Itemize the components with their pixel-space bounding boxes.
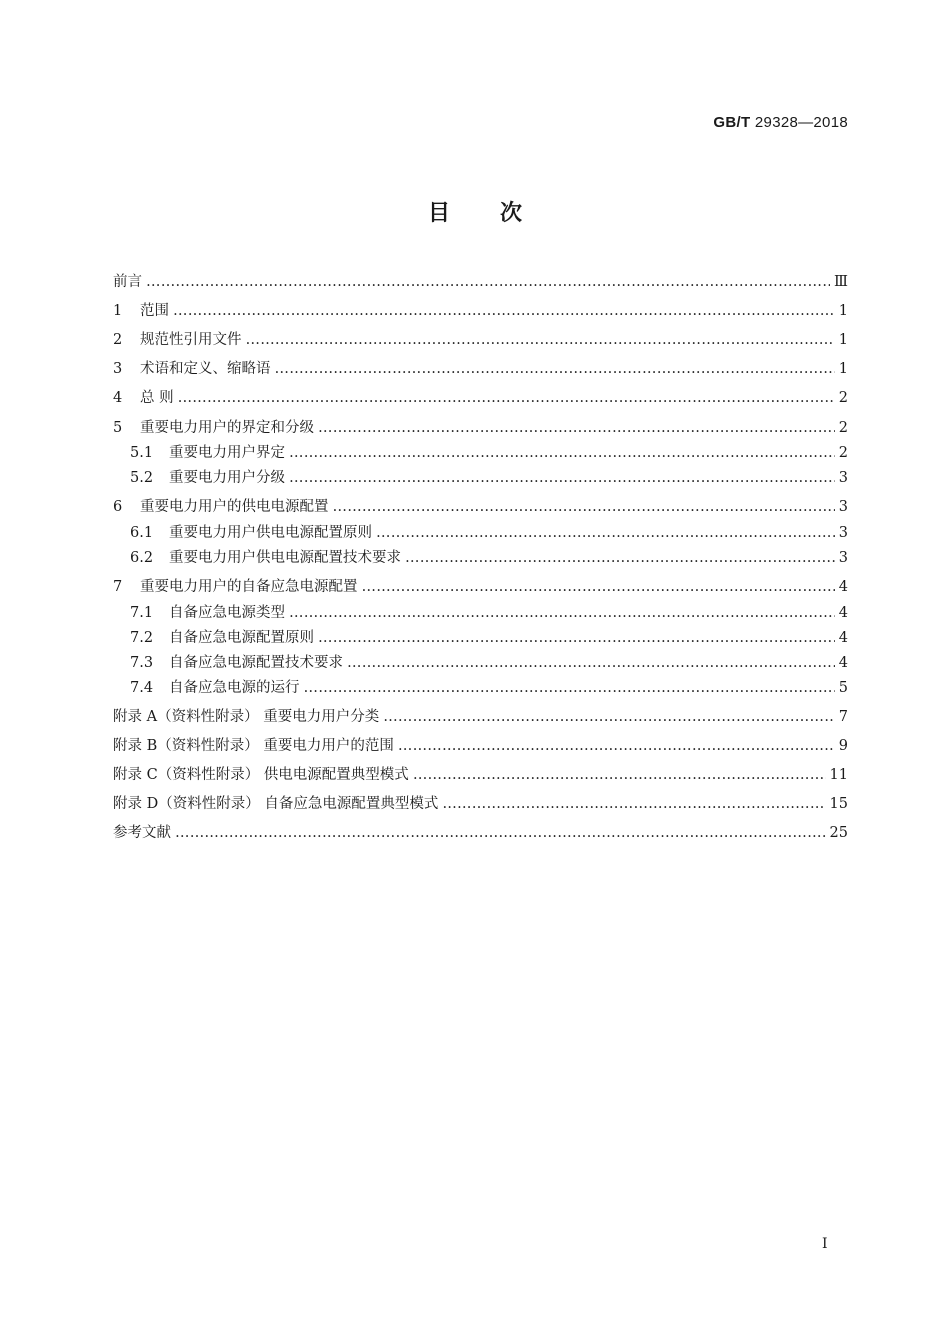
- toc-dot-leader: [376, 522, 835, 544]
- toc-dot-leader: [318, 417, 835, 439]
- toc-entry-number: 7.4: [130, 680, 154, 696]
- toc-entry[interactable]: [130, 547, 848, 569]
- page-number: Ⅰ: [822, 1236, 828, 1252]
- toc-entry[interactable]: [130, 442, 848, 464]
- toc-entry-number: 7.2: [130, 630, 154, 646]
- standard-number: 29328—2018: [754, 114, 848, 131]
- toc-entry-label: 附录 B（资料性附录） 重要电力用户的范围: [113, 738, 394, 754]
- toc-entry-page: 4: [838, 630, 848, 646]
- toc-dot-leader: [442, 793, 825, 815]
- toc-entry-number: 2: [113, 332, 123, 348]
- toc-entry-number: 7.1: [130, 605, 154, 621]
- toc-entry-page: 2: [838, 420, 848, 436]
- toc-dot-leader: [304, 677, 835, 699]
- toc-entry-label: 自备应急电源配置原则: [169, 630, 314, 646]
- toc-dot-leader: [173, 300, 835, 322]
- toc-entry-number: 7: [113, 579, 123, 595]
- toc-entry-number: 4: [113, 390, 123, 406]
- toc-entry-label: 术语和定义、缩略语: [140, 361, 271, 377]
- toc-entry-page: 25: [829, 825, 848, 841]
- toc-entry-number: 3: [113, 361, 123, 377]
- toc-entry-page: 5: [838, 680, 848, 696]
- toc-entry-label: 规范性引用文件: [140, 332, 242, 348]
- toc-entry[interactable]: [130, 652, 848, 674]
- toc-entry-page: 1: [838, 361, 848, 377]
- toc-entry[interactable]: [113, 822, 848, 844]
- toc-entry-page: 11: [829, 767, 848, 783]
- toc-dot-leader: [383, 706, 835, 728]
- toc-dot-leader: [289, 442, 835, 464]
- toc-entry[interactable]: [130, 522, 848, 544]
- toc-entry[interactable]: [113, 576, 848, 598]
- toc-dot-leader: [318, 627, 835, 649]
- toc-entry-label: 总 则: [140, 390, 174, 406]
- toc-entry[interactable]: [113, 417, 848, 439]
- toc-entry-label: 重要电力用户的界定和分级: [140, 420, 314, 436]
- toc-dot-leader: [362, 576, 835, 598]
- toc-entry-number: 6.1: [130, 525, 154, 541]
- toc-entry-page: Ⅲ: [834, 274, 848, 290]
- toc-entry-number: 6: [113, 499, 123, 515]
- toc-entry[interactable]: [130, 677, 848, 699]
- toc-entry[interactable]: [113, 764, 848, 786]
- toc-entry-page: 4: [838, 605, 848, 621]
- toc-entry-page: 4: [838, 579, 848, 595]
- toc-dot-leader: [333, 496, 835, 518]
- toc-entry-label: 重要电力用户供电电源配置技术要求: [169, 550, 401, 566]
- toc-entry-label: 重要电力用户的供电电源配置: [140, 499, 329, 515]
- toc-entry-number: 6.2: [130, 550, 154, 566]
- toc-entry-page: 15: [829, 796, 848, 812]
- toc-entry-number: 1: [113, 303, 123, 319]
- toc-entry[interactable]: [113, 735, 848, 757]
- toc-entry[interactable]: [130, 467, 848, 489]
- toc-entry[interactable]: [113, 271, 848, 293]
- toc-entry-page: 2: [838, 390, 848, 406]
- toc-entry[interactable]: [130, 602, 848, 624]
- toc-dot-leader: [289, 602, 835, 624]
- toc-dot-leader: [398, 735, 835, 757]
- toc-entry[interactable]: [113, 706, 848, 728]
- toc-entry-page: 9: [838, 738, 848, 754]
- toc-entry[interactable]: [113, 496, 848, 518]
- toc-entry-label: 自备应急电源配置技术要求: [169, 655, 343, 671]
- toc-dot-leader: [413, 764, 826, 786]
- toc-entry-label: 重要电力用户分级: [169, 470, 285, 486]
- toc-dot-leader: [347, 652, 835, 674]
- toc-entry-page: 1: [838, 332, 848, 348]
- toc-dot-leader: [246, 329, 835, 351]
- toc-entry-page: 4: [838, 655, 848, 671]
- standard-prefix: GB/T: [713, 114, 751, 131]
- toc-entry-label: 附录 A（资料性附录） 重要电力用户分类: [113, 709, 380, 725]
- toc-entry-page: 2: [838, 445, 848, 461]
- toc-dot-leader: [289, 467, 835, 489]
- toc-entry[interactable]: [113, 329, 848, 351]
- toc-entry-label: 重要电力用户的自备应急电源配置: [140, 579, 358, 595]
- toc-entry-page: 1: [838, 303, 848, 319]
- toc-entry[interactable]: [130, 627, 848, 649]
- toc-entry-number: 7.3: [130, 655, 154, 671]
- toc-entry-label: 附录 D（资料性附录） 自备应急电源配置典型模式: [113, 796, 439, 812]
- toc-entry-label: 参考文献: [113, 825, 171, 841]
- toc-title: 目次: [427, 201, 572, 226]
- toc-entry-number: 5.1: [130, 445, 154, 461]
- toc-entry-page: 3: [838, 550, 848, 566]
- toc-entry[interactable]: [113, 358, 848, 380]
- toc-entry-label: 前言: [113, 274, 142, 290]
- toc-entry-number: 5: [113, 420, 123, 436]
- toc-entry[interactable]: [113, 387, 848, 409]
- toc-entry[interactable]: [113, 300, 848, 322]
- toc-dot-leader: [146, 271, 830, 293]
- toc-entry-label: 自备应急电源类型: [169, 605, 285, 621]
- toc-entry-label: 重要电力用户供电电源配置原则: [169, 525, 372, 541]
- toc-entry-label: 附录 C（资料性附录） 供电电源配置典型模式: [113, 767, 409, 783]
- toc-entry[interactable]: [113, 793, 848, 815]
- toc-entry-page: 7: [838, 709, 848, 725]
- toc-entry-number: 5.2: [130, 470, 154, 486]
- toc-entry-label: 重要电力用户界定: [169, 445, 285, 461]
- standard-code: [713, 114, 848, 131]
- toc-dot-leader: [275, 358, 835, 380]
- toc-entry-label: 自备应急电源的运行: [169, 680, 300, 696]
- toc-dot-leader: [178, 387, 835, 409]
- toc-entry-label: 范围: [140, 303, 169, 319]
- toc-entry-page: 3: [838, 499, 848, 515]
- toc-dot-leader: [405, 547, 835, 569]
- toc-dot-leader: [175, 822, 826, 844]
- toc-entry-page: 3: [838, 525, 848, 541]
- toc-entry-page: 3: [838, 470, 848, 486]
